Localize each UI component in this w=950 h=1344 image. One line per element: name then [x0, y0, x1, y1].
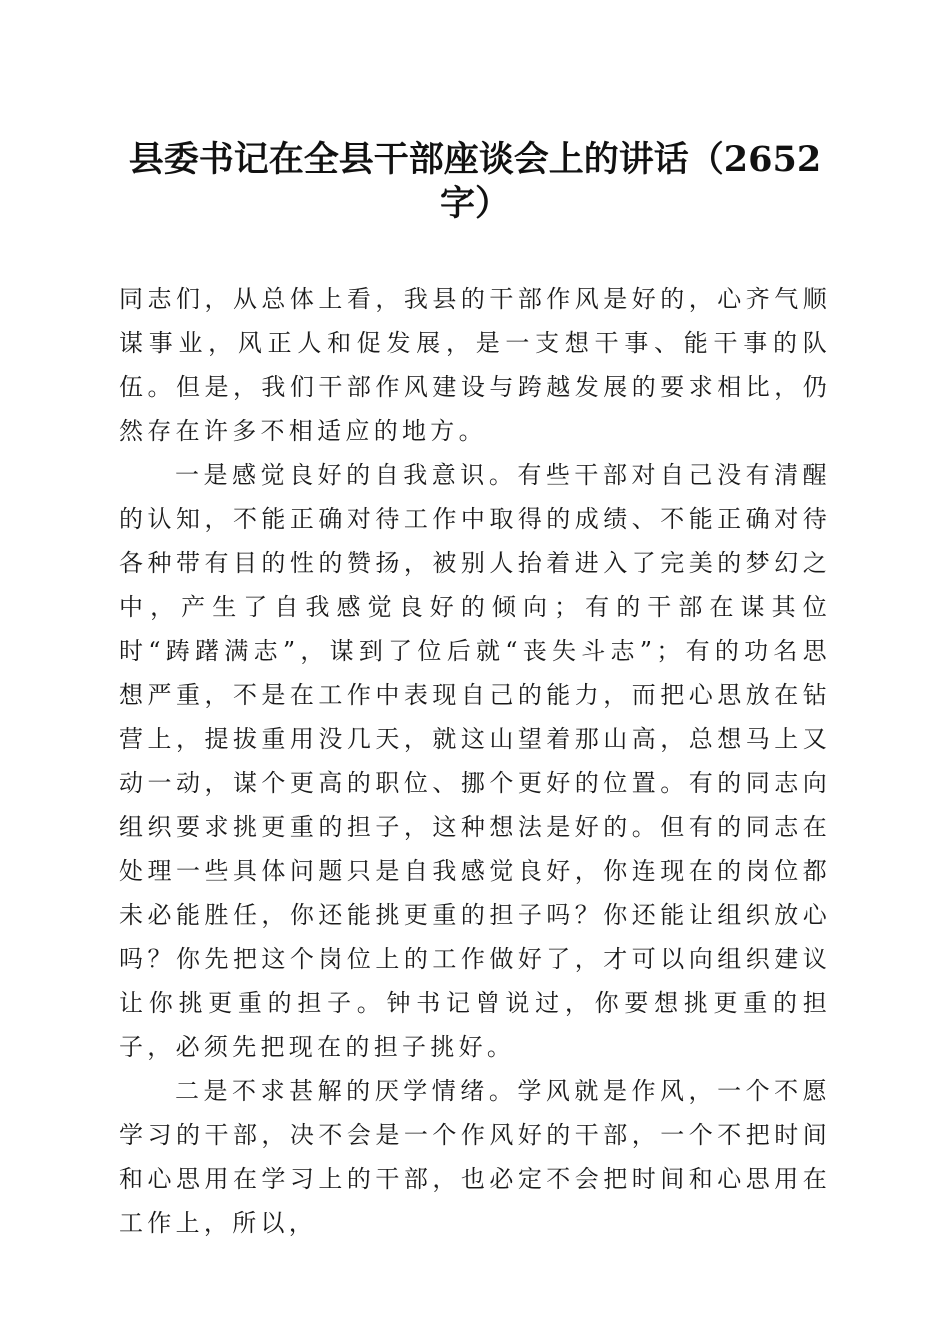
paragraph-intro	[119, 277, 831, 453]
paragraph-point-one	[119, 453, 831, 1069]
document-title: 县委书记在全县干部座谈会上的讲话（2652字）	[128, 139, 822, 224]
document-body	[119, 277, 831, 1245]
paragraph-text: 学风就是作风，一个不愿学习的干部，决不会是一个作风好的干部，一个不把时间和心思用在学习上的干部，也必定不会把时间和心思用在工作上，所以，	[119, 1077, 831, 1237]
paragraph-text: 有些干部对自己没有清醒的认知，不能正确对待工作中取得的成绩、不能正确对待各种带有目的性的赞扬，被别人抬着进入了完美的梦幻之中，产生了自我感觉良好的倾向；有的干部在谋其位时“踌躇满志”，谋到了位后就“丧失斗志”；有的功名思想严重，不是在工作中表现自己的能力，而把心思放在钻营上，提拔重用没几天，就这山望着那山高，总想马上又动一动，谋个更高的职位、挪个更好的位置。有的同志向组织要求挑更重的担子，这种想法是好的。但有的同志在处理一些具体问题只是自我感觉良好，你连现在的岗位都未必能胜任，你还能挑更重的担子吗？你还能让组织放心吗？你先把这个岗位上的工作做好了，才可以向组织建议让你挑更重的担子。钟书记曾说过，你要想挑更重的担子，必须先把现在的担子挑好。	[119, 461, 831, 1061]
paragraph-point-two	[119, 1069, 831, 1245]
paragraph-lead: 一是感觉良好的自我意识。	[175, 461, 518, 489]
paragraph-text: 同志们，从总体上看，我县的干部作风是好的，心齐气顺谋事业，风正人和促发展，是一支想干事、能干事的队伍。但是，我们干部作风建设与跨越发展的要求相比，仍然存在许多不相适应的地方。	[119, 285, 831, 445]
paragraph-lead: 二是不求甚解的厌学情绪。	[175, 1077, 518, 1105]
